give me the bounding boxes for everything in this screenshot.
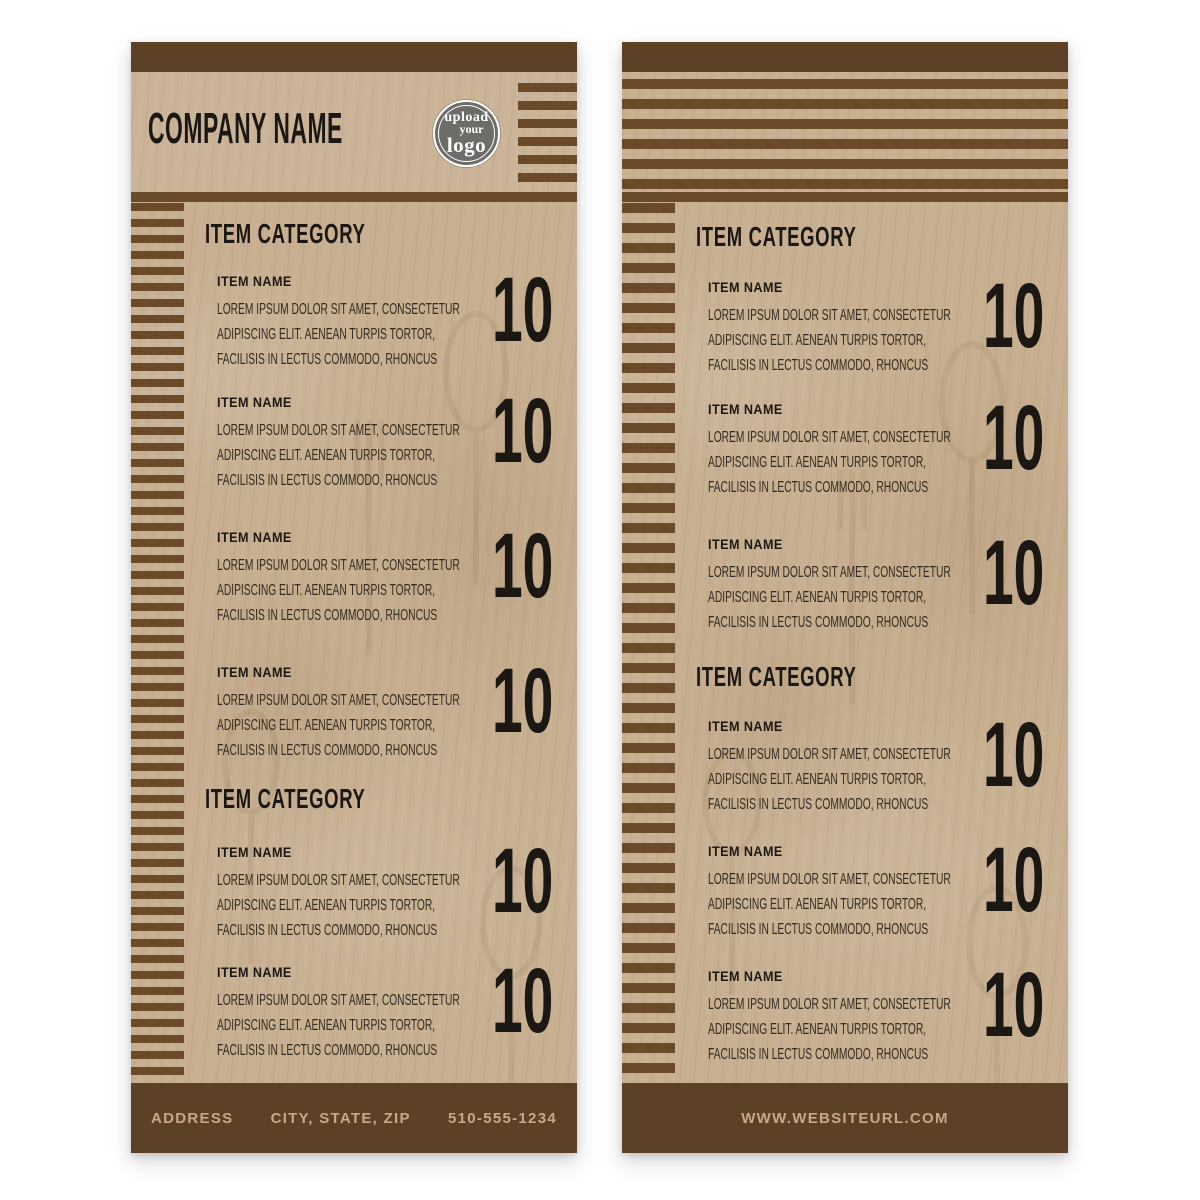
side-stripes-decoration [131, 203, 184, 1083]
description-line: ADIPISCING ELIT. AENEAN TURPIS TORTOR, [217, 717, 436, 734]
description-line: LOREM IPSUM DOLOR SIT AMET, CONSECTETUR [217, 557, 460, 574]
logo-badge-line3: logo [446, 133, 487, 157]
item-name: ITEM NAME [708, 279, 783, 295]
contact-footer-bar [131, 1083, 577, 1153]
logo-badge-line1: upload [444, 110, 489, 125]
item-name: ITEM NAME [217, 844, 292, 860]
item-name: ITEM NAME [217, 529, 292, 545]
header-divider-bar [622, 192, 1068, 202]
description-line: ADIPISCING ELIT. AENEAN TURPIS TORTOR, [708, 454, 927, 471]
menu-item [217, 830, 553, 943]
menu-item [217, 515, 553, 628]
description-line: LOREM IPSUM DOLOR SIT AMET, CONSECTETUR [217, 872, 460, 889]
category-title: ITEM CATEGORY [696, 221, 857, 252]
company-name: COMPANY NAME [148, 104, 343, 153]
description-line: LOREM IPSUM DOLOR SIT AMET, CONSECTETUR [217, 992, 460, 1009]
menu-item [217, 650, 553, 763]
description-line: ADIPISCING ELIT. AENEAN TURPIS TORTOR, [708, 1021, 927, 1038]
description-line: LOREM IPSUM DOLOR SIT AMET, CONSECTETUR [708, 564, 951, 581]
description-line: LOREM IPSUM DOLOR SIT AMET, CONSECTETUR [708, 429, 951, 446]
description-line: FACILISIS IN LECTUS COMMODO, RHONCUS [217, 1042, 438, 1059]
description-line: FACILISIS IN LECTUS COMMODO, RHONCUS [708, 1046, 929, 1063]
description-line: FACILISIS IN LECTUS COMMODO, RHONCUS [708, 921, 929, 938]
menu-item [708, 954, 1044, 1067]
item-name: ITEM NAME [217, 394, 292, 410]
menu-item [708, 704, 1044, 817]
description-line: LOREM IPSUM DOLOR SIT AMET, CONSECTETUR [217, 422, 460, 439]
description-line: FACILISIS IN LECTUS COMMODO, RHONCUS [217, 742, 438, 759]
item-name: ITEM NAME [708, 401, 783, 417]
item-price: 10 [982, 829, 1044, 931]
item-price: 10 [982, 954, 1044, 1056]
item-price: 10 [982, 522, 1044, 624]
description-line: FACILISIS IN LECTUS COMMODO, RHONCUS [217, 607, 438, 624]
description-line: FACILISIS IN LECTUS COMMODO, RHONCUS [217, 351, 438, 368]
description-line: LOREM IPSUM DOLOR SIT AMET, CONSECTETUR [708, 746, 951, 763]
description-line: LOREM IPSUM DOLOR SIT AMET, CONSECTETUR [708, 996, 951, 1013]
item-name: ITEM NAME [217, 964, 292, 980]
description-line: ADIPISCING ELIT. AENEAN TURPIS TORTOR, [708, 896, 927, 913]
header-stripes-decoration [518, 83, 577, 189]
item-name: ITEM NAME [708, 718, 783, 734]
item-name: ITEM NAME [708, 536, 783, 552]
item-price: 10 [982, 704, 1044, 806]
city-state-zip-text: CITY, STATE, ZIP [270, 1109, 411, 1127]
item-name: ITEM NAME [708, 843, 783, 859]
menu-item [708, 265, 1044, 378]
item-name: ITEM NAME [217, 664, 292, 680]
description-line: LOREM IPSUM DOLOR SIT AMET, CONSECTETUR [217, 692, 460, 709]
description-line: FACILISIS IN LECTUS COMMODO, RHONCUS [708, 479, 929, 496]
item-name: ITEM NAME [217, 273, 292, 289]
description-line: ADIPISCING ELIT. AENEAN TURPIS TORTOR, [217, 326, 436, 343]
description-line: ADIPISCING ELIT. AENEAN TURPIS TORTOR, [708, 589, 927, 606]
item-price: 10 [491, 830, 553, 932]
item-name: ITEM NAME [708, 968, 783, 984]
address-text: ADDRESS [151, 1109, 234, 1127]
category-title: ITEM CATEGORY [205, 783, 366, 814]
upload-logo-badge[interactable] [433, 100, 500, 167]
item-price: 10 [491, 515, 553, 617]
logo-badge-text [435, 102, 498, 156]
menu-item [708, 387, 1044, 500]
description-line: FACILISIS IN LECTUS COMMODO, RHONCUS [217, 472, 438, 489]
description-line: LOREM IPSUM DOLOR SIT AMET, CONSECTETUR [217, 301, 460, 318]
description-line: FACILISIS IN LECTUS COMMODO, RHONCUS [708, 357, 929, 374]
card-header [131, 72, 577, 192]
item-price: 10 [491, 380, 553, 482]
description-line: FACILISIS IN LECTUS COMMODO, RHONCUS [217, 922, 438, 939]
menu-card-left [131, 42, 577, 1153]
logo-badge-line2: your [459, 122, 484, 136]
description-line: ADIPISCING ELIT. AENEAN TURPIS TORTOR, [708, 771, 927, 788]
item-price: 10 [982, 387, 1044, 489]
menu-card-right [622, 42, 1068, 1153]
description-line: LOREM IPSUM DOLOR SIT AMET, CONSECTETUR [708, 871, 951, 888]
header-divider-bar [131, 192, 577, 202]
description-line: FACILISIS IN LECTUS COMMODO, RHONCUS [708, 796, 929, 813]
category-title: ITEM CATEGORY [696, 661, 857, 692]
menu-item [217, 950, 553, 1063]
header-stripes-band [622, 79, 1068, 189]
description-line: LOREM IPSUM DOLOR SIT AMET, CONSECTETUR [708, 307, 951, 324]
item-price: 10 [491, 650, 553, 752]
item-price: 10 [491, 259, 553, 361]
side-stripes-decoration [622, 203, 675, 1083]
menu-item [708, 522, 1044, 635]
description-line: ADIPISCING ELIT. AENEAN TURPIS TORTOR, [217, 1017, 436, 1034]
menu-item [708, 829, 1044, 942]
description-line: ADIPISCING ELIT. AENEAN TURPIS TORTOR, [217, 582, 436, 599]
website-text: WWW.WEBSITEURL.COM [741, 1109, 949, 1127]
description-line: FACILISIS IN LECTUS COMMODO, RHONCUS [708, 614, 929, 631]
top-accent-bar [622, 42, 1068, 72]
item-price: 10 [491, 950, 553, 1052]
item-price: 10 [982, 265, 1044, 367]
menu-item [217, 380, 553, 493]
description-line: ADIPISCING ELIT. AENEAN TURPIS TORTOR, [708, 332, 927, 349]
top-accent-bar [131, 42, 577, 72]
category-title: ITEM CATEGORY [205, 218, 366, 249]
menu-item [217, 259, 553, 372]
website-footer-bar [622, 1083, 1068, 1153]
phone-text: 510-555-1234 [447, 1109, 557, 1127]
description-line: ADIPISCING ELIT. AENEAN TURPIS TORTOR, [217, 447, 436, 464]
description-line: ADIPISCING ELIT. AENEAN TURPIS TORTOR, [217, 897, 436, 914]
